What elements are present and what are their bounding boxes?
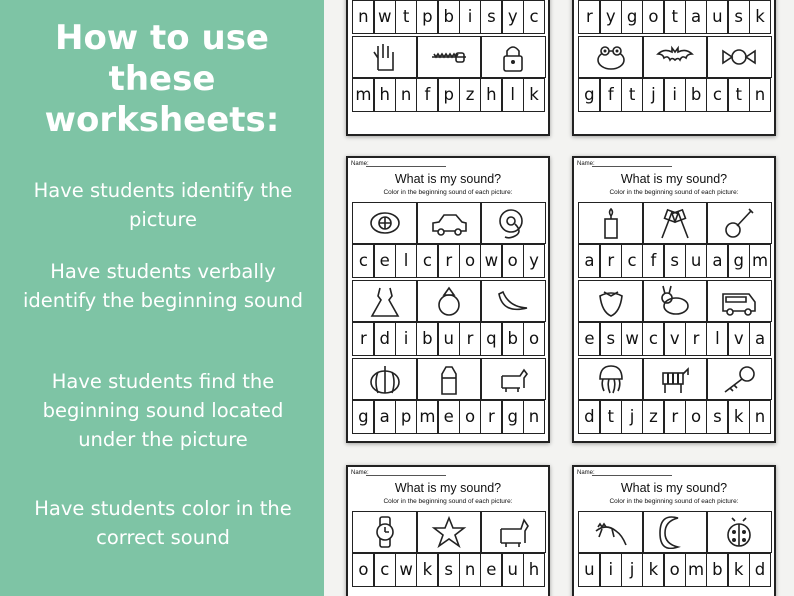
worksheet-instruction: Color in the beginning sound of each picture:: [609, 189, 739, 196]
letter-row: [352, 244, 544, 278]
letter-choice[interactable]: c: [706, 78, 729, 112]
letter-choice[interactable]: y: [523, 244, 546, 278]
letter-row: [352, 322, 544, 356]
letter-choice[interactable]: g: [501, 400, 524, 434]
letter-choice[interactable]: y: [599, 0, 622, 34]
lock-icon: [494, 40, 532, 74]
letter-choice[interactable]: l: [501, 78, 524, 112]
letter-row: [578, 244, 770, 278]
letter-choice[interactable]: a: [706, 244, 729, 278]
picture-cell: [578, 358, 644, 400]
letter-choice[interactable]: d: [373, 322, 396, 356]
bat-icon: [656, 40, 694, 74]
picture-cell: [642, 511, 708, 553]
picture-cell: [352, 358, 418, 400]
letter-choice[interactable]: u: [706, 0, 729, 34]
rabbit-icon: [656, 284, 694, 318]
zipper-icon: [430, 40, 468, 74]
letter-choice[interactable]: f: [416, 78, 439, 112]
picture-cell: [352, 202, 418, 244]
picture-cell: [480, 511, 546, 553]
letter-choice[interactable]: t: [395, 0, 418, 34]
letter-choice[interactable]: w: [480, 244, 503, 278]
letter-choice[interactable]: c: [621, 244, 644, 278]
letter-choice[interactable]: t: [599, 400, 622, 434]
hand-icon: [366, 40, 404, 74]
picture-cell: [416, 280, 482, 322]
picture-row: [578, 511, 770, 553]
goat-icon: [494, 362, 532, 396]
letter-choice[interactable]: a: [685, 0, 708, 34]
letter-choice[interactable]: c: [373, 553, 396, 587]
letter-choice[interactable]: s: [663, 244, 686, 278]
letter-choice[interactable]: w: [621, 322, 644, 356]
letter-choice[interactable]: a: [578, 244, 601, 278]
picture-cell: [578, 280, 644, 322]
letter-choice[interactable]: y: [501, 0, 524, 34]
worksheet-instruction: Color in the beginning sound of each picture:: [383, 189, 513, 196]
picture-row: [578, 36, 770, 78]
letter-choice[interactable]: o: [459, 400, 482, 434]
letter-choice[interactable]: r: [480, 400, 503, 434]
frog-icon: [592, 40, 630, 74]
picture-row: [578, 358, 770, 400]
worksheet-gallery: [324, 0, 794, 596]
letter-choice[interactable]: u: [501, 553, 524, 587]
milk-icon: [430, 362, 468, 396]
picture-cell: [416, 358, 482, 400]
ring-icon: [430, 284, 468, 318]
picture-row: [352, 36, 544, 78]
letter-choice[interactable]: m: [352, 78, 375, 112]
letter-choice[interactable]: k: [523, 78, 546, 112]
watch-icon: [366, 515, 404, 549]
letter-choice[interactable]: s: [727, 0, 750, 34]
picture-cell: [416, 202, 482, 244]
banana-icon: [494, 284, 532, 318]
name-line: [592, 166, 672, 167]
letter-choice[interactable]: a: [749, 322, 772, 356]
name-label: Name:: [351, 161, 369, 167]
picture-cell: [480, 358, 546, 400]
guitar-icon: [720, 206, 758, 240]
letter-choice[interactable]: u: [685, 244, 708, 278]
letter-choice[interactable]: u: [437, 322, 460, 356]
letter-choice[interactable]: c: [352, 244, 375, 278]
picture-cell: [480, 202, 546, 244]
letter-choice[interactable]: p: [437, 78, 460, 112]
name-label: Name:: [577, 470, 595, 476]
letter-row: [352, 0, 544, 34]
letter-choice[interactable]: s: [706, 400, 729, 434]
letter-choice[interactable]: s: [480, 0, 503, 34]
letter-choice[interactable]: r: [599, 244, 622, 278]
lemon-icon: [366, 206, 404, 240]
name-label: Name:: [351, 470, 369, 476]
letter-choice[interactable]: o: [459, 244, 482, 278]
letter-choice[interactable]: n: [395, 78, 418, 112]
letter-choice[interactable]: i: [663, 78, 686, 112]
picture-cell: [706, 358, 772, 400]
van-icon: [720, 284, 758, 318]
name-line: [366, 475, 446, 476]
letter-choice[interactable]: k: [727, 400, 750, 434]
letter-choice[interactable]: h: [523, 553, 546, 587]
picture-cell: [706, 202, 772, 244]
letter-choice[interactable]: i: [599, 553, 622, 587]
letter-choice[interactable]: o: [501, 244, 524, 278]
letter-choice[interactable]: g: [578, 78, 601, 112]
letter-choice[interactable]: r: [685, 322, 708, 356]
pumpkin-icon: [366, 362, 404, 396]
picture-cell: [706, 511, 772, 553]
letter-row: [578, 400, 770, 434]
worksheet-instruction: Color in the beginning sound of each picture:: [609, 498, 739, 505]
letter-choice[interactable]: n: [459, 553, 482, 587]
picture-cell: [706, 36, 772, 78]
letter-choice[interactable]: l: [395, 244, 418, 278]
letter-choice[interactable]: b: [706, 553, 729, 587]
worksheet-page: [572, 465, 776, 596]
horse-icon: [494, 515, 532, 549]
picture-cell: [642, 202, 708, 244]
picture-cell: [480, 280, 546, 322]
worksheet-title: What is my sound?: [394, 172, 502, 186]
letter-choice[interactable]: r: [578, 0, 601, 34]
worksheet-instruction: Color in the beginning sound of each picture:: [383, 498, 513, 505]
picture-row: [578, 280, 770, 322]
name-line: [366, 166, 446, 167]
ladybug-icon: [720, 515, 758, 549]
letter-choice[interactable]: r: [459, 322, 482, 356]
picture-row: [352, 511, 544, 553]
yoyo-icon: [494, 206, 532, 240]
picture-cell: [416, 36, 482, 78]
step-find-sound: Have students find the beginning sound located under the picture: [42, 370, 284, 451]
letter-choice[interactable]: e: [437, 400, 460, 434]
worksheet-page: [346, 0, 550, 136]
letter-choice[interactable]: k: [727, 553, 750, 587]
letter-choice[interactable]: o: [523, 322, 546, 356]
worksheet-page: [346, 465, 550, 596]
letter-choice[interactable]: d: [578, 400, 601, 434]
letter-choice[interactable]: b: [437, 0, 460, 34]
zebra-icon: [656, 362, 694, 396]
letter-choice[interactable]: f: [599, 78, 622, 112]
letter-choice[interactable]: m: [685, 553, 708, 587]
letter-choice[interactable]: n: [352, 0, 375, 34]
moon-icon: [656, 515, 694, 549]
key-icon: [720, 362, 758, 396]
instructions-panel: [0, 0, 324, 596]
letter-choice[interactable]: e: [480, 553, 503, 587]
dress-icon: [366, 284, 404, 318]
picture-cell: [578, 202, 644, 244]
letter-choice[interactable]: e: [373, 244, 396, 278]
letter-choice[interactable]: h: [373, 78, 396, 112]
picture-cell: [578, 36, 644, 78]
letter-choice[interactable]: j: [621, 553, 644, 587]
flags-icon: [656, 206, 694, 240]
letter-choice[interactable]: o: [642, 0, 665, 34]
letter-choice[interactable]: o: [685, 400, 708, 434]
letter-choice[interactable]: j: [621, 400, 644, 434]
strawberry-icon: [592, 284, 630, 318]
letter-choice[interactable]: c: [523, 0, 546, 34]
letter-choice[interactable]: l: [706, 322, 729, 356]
iguana-icon: [592, 515, 630, 549]
name-label: Name:: [577, 161, 595, 167]
letter-row: [578, 0, 770, 34]
letter-choice[interactable]: k: [749, 0, 772, 34]
jellyfish-icon: [592, 362, 630, 396]
letter-choice[interactable]: h: [480, 78, 503, 112]
picture-cell: [642, 280, 708, 322]
step-verbal-sound: Have students verbally identify the beginning sound: [22, 260, 304, 312]
headline: How to use these worksheets:: [44, 18, 280, 140]
letter-row: [352, 400, 544, 434]
letter-choice[interactable]: o: [352, 553, 375, 587]
picture-cell: [642, 358, 708, 400]
worksheet-page: [346, 156, 550, 443]
letter-choice[interactable]: b: [501, 322, 524, 356]
worksheet-title: What is my sound?: [394, 481, 502, 495]
letter-choice[interactable]: r: [663, 400, 686, 434]
letter-choice[interactable]: g: [727, 244, 750, 278]
letter-choice[interactable]: n: [523, 400, 546, 434]
picture-cell: [352, 511, 418, 553]
letter-choice[interactable]: o: [663, 553, 686, 587]
worksheet-title: What is my sound?: [620, 172, 728, 186]
letter-choice[interactable]: b: [416, 322, 439, 356]
letter-choice[interactable]: w: [373, 0, 396, 34]
picture-cell: [706, 280, 772, 322]
letter-choice[interactable]: n: [749, 400, 772, 434]
step-color-sound: Have students color in the correct sound: [34, 497, 292, 549]
letter-choice[interactable]: j: [642, 78, 665, 112]
letter-choice[interactable]: r: [437, 244, 460, 278]
picture-row: [352, 358, 544, 400]
letter-row: [352, 553, 544, 587]
picture-cell: [578, 511, 644, 553]
letter-choice[interactable]: b: [685, 78, 708, 112]
letter-choice[interactable]: i: [395, 322, 418, 356]
name-line: [592, 475, 672, 476]
letter-choice[interactable]: t: [621, 78, 644, 112]
picture-row: [352, 202, 544, 244]
letter-choice[interactable]: u: [578, 553, 601, 587]
car-icon: [430, 206, 468, 240]
letter-choice[interactable]: v: [727, 322, 750, 356]
letter-row: [352, 78, 544, 112]
letter-choice[interactable]: q: [480, 322, 503, 356]
letter-choice[interactable]: d: [749, 553, 772, 587]
picture-cell: [352, 36, 418, 78]
letter-choice[interactable]: r: [352, 322, 375, 356]
letter-choice[interactable]: z: [642, 400, 665, 434]
letter-choice[interactable]: f: [642, 244, 665, 278]
letter-choice[interactable]: p: [416, 0, 439, 34]
letter-choice[interactable]: i: [459, 0, 482, 34]
candy-icon: [720, 40, 758, 74]
letter-row: [578, 553, 770, 587]
letter-choice[interactable]: k: [416, 553, 439, 587]
picture-cell: [642, 36, 708, 78]
picture-cell: [352, 280, 418, 322]
letter-choice[interactable]: c: [416, 244, 439, 278]
letter-choice[interactable]: n: [749, 78, 772, 112]
letter-choice[interactable]: t: [663, 0, 686, 34]
letter-choice[interactable]: s: [599, 322, 622, 356]
worksheet-title: What is my sound?: [620, 481, 728, 495]
star-icon: [430, 515, 468, 549]
letter-choice[interactable]: e: [578, 322, 601, 356]
letter-choice[interactable]: g: [352, 400, 375, 434]
picture-row: [578, 202, 770, 244]
worksheet-page: [572, 156, 776, 443]
candle-icon: [592, 206, 630, 240]
letter-choice[interactable]: z: [459, 78, 482, 112]
letter-choice[interactable]: k: [642, 553, 665, 587]
step-identify-picture: Have students identify the picture: [33, 179, 293, 231]
worksheet-page: [572, 0, 776, 136]
letter-choice[interactable]: m: [416, 400, 439, 434]
letter-choice[interactable]: p: [395, 400, 418, 434]
letter-choice[interactable]: c: [642, 322, 665, 356]
picture-cell: [416, 511, 482, 553]
letter-choice[interactable]: m: [749, 244, 772, 278]
letter-row: [578, 322, 770, 356]
letter-choice[interactable]: a: [373, 400, 396, 434]
picture-row: [352, 280, 544, 322]
letter-choice[interactable]: w: [395, 553, 418, 587]
letter-choice[interactable]: s: [437, 553, 460, 587]
letter-row: [578, 78, 770, 112]
letter-choice[interactable]: t: [727, 78, 750, 112]
letter-choice[interactable]: v: [663, 322, 686, 356]
letter-choice[interactable]: g: [621, 0, 644, 34]
picture-cell: [480, 36, 546, 78]
